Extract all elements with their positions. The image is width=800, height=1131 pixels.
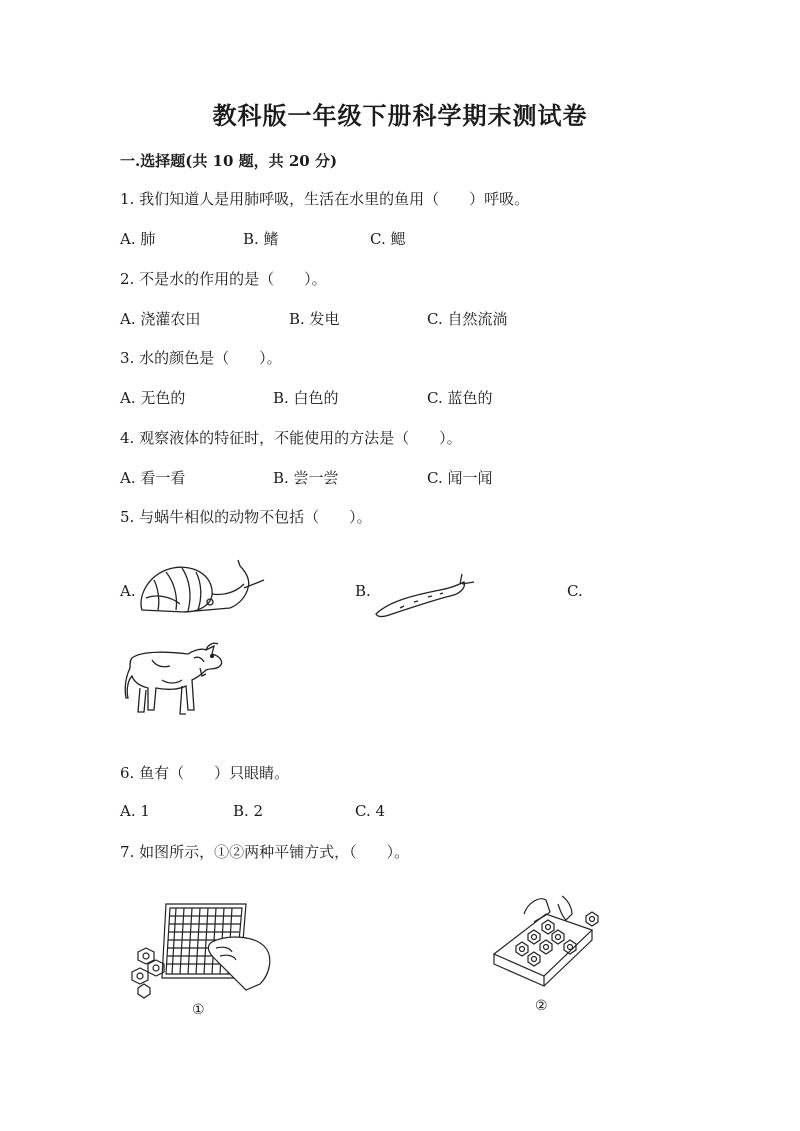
snail-picture — [136, 558, 266, 618]
q2-option-a: A. 浇灌农田 — [120, 310, 201, 328]
question-5: 5. 与蜗牛相似的动物不包括（ ）。 — [120, 508, 372, 526]
question-2: 2. 不是水的作用的是（ ）。 — [120, 270, 327, 288]
q7-caption-1: ① — [192, 1002, 205, 1018]
nut-tiling-picture — [488, 894, 610, 990]
question-6: 6. 鱼有（ ）只眼睛。 — [120, 764, 290, 782]
q6-option-c: C. 4 — [355, 802, 386, 820]
q5-option-c: C. — [567, 582, 583, 600]
q2-option-b: B. 发电 — [289, 310, 340, 328]
q3-option-b: B. 白色的 — [273, 389, 339, 407]
q1-option-b: B. 鳍 — [243, 230, 279, 248]
q6-option-a: A. 1 — [120, 802, 150, 820]
q6-option-b: B. 2 — [233, 802, 264, 820]
q5-option-a: A. — [120, 582, 136, 600]
q4-option-c: C. 闻一闻 — [427, 469, 493, 487]
q4-option-a: A. 看一看 — [120, 469, 186, 487]
cow-picture — [122, 640, 228, 720]
page-title: 教科版一年级下册科学期末测试卷 — [212, 101, 588, 130]
q7-caption-2: ② — [535, 998, 548, 1014]
question-7: 7. 如图所示，①②两种平铺方式，（ ）。 — [120, 843, 410, 861]
q1-option-a: A. 肺 — [120, 230, 156, 248]
q4-option-b: B. 尝一尝 — [273, 469, 339, 487]
question-3: 3. 水的颜色是（ ）。 — [120, 349, 282, 367]
q2-option-c: C. 自然流淌 — [427, 310, 508, 328]
question-4: 4. 观察液体的特征时，不能使用的方法是（ ）。 — [120, 429, 462, 447]
section-heading: 一.选择题(共 10 题，共 20 分) — [120, 152, 338, 170]
slug-picture — [370, 570, 480, 620]
q3-option-a: A. 无色的 — [120, 389, 186, 407]
tray-tiling-picture — [128, 898, 276, 1002]
q3-option-c: C. 蓝色的 — [427, 389, 493, 407]
q5-option-b: B. — [355, 582, 371, 600]
question-1: 1. 我们知道人是用肺呼吸，生活在水里的鱼用（ ）呼吸。 — [120, 190, 530, 208]
q1-option-c: C. 鳃 — [370, 230, 406, 248]
